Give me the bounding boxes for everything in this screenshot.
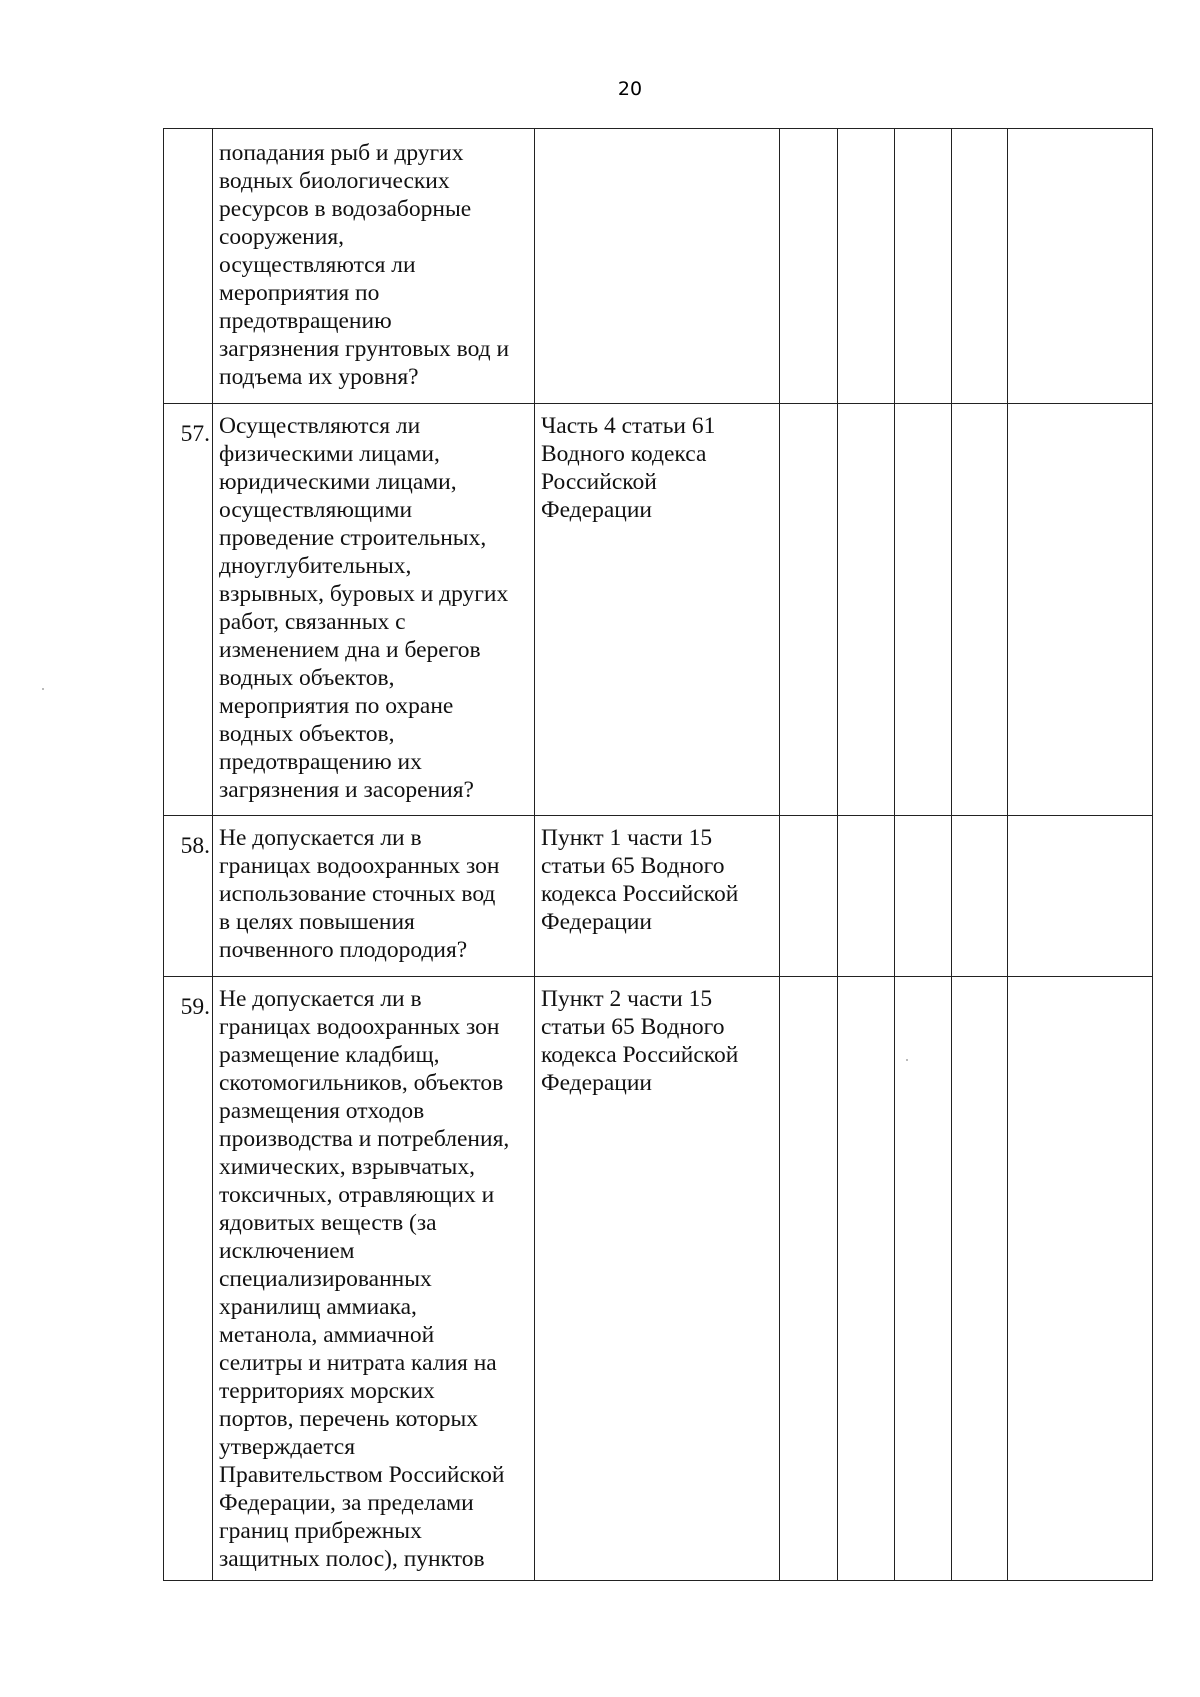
row-number: 59.	[164, 977, 213, 1581]
requirement-cell	[213, 977, 535, 1581]
answer-cell-yes	[780, 977, 838, 1581]
answer-cell-na	[895, 129, 952, 404]
requirement-text: Не допускается ли в границах водоохранных зон размещение кладбищ, скотомогильников, объектов размещения отходов производства и потребления, химических, взрывчатых, токсичных, отравляющих и ядовитых веществ (за исключением специализированных хранилищ аммиака, метанола, аммиачной селитры и нитрата калия на территориях морских портов, перечень которых утверждается Правительством Российской Федерации, за пределами границ прибрежных защитных полос), пунктов	[219, 986, 510, 1572]
requirement-cell	[213, 404, 535, 816]
notes-cell	[1008, 404, 1153, 816]
checklist-table	[163, 128, 1153, 1581]
row-number: 58.	[164, 816, 213, 977]
table-row	[164, 977, 1153, 1581]
legal-basis-cell	[535, 977, 780, 1581]
answer-cell-extra	[952, 816, 1008, 977]
answer-cell-na	[895, 977, 952, 1581]
requirement-text: попадания рыб и других водных биологических ресурсов в водозаборные сооружения, осуществляются ли мероприятия по предотвращению загрязнения грунтовых вод и подъема их уровня?	[219, 140, 510, 390]
answer-cell-extra	[952, 977, 1008, 1581]
answer-cell-yes	[780, 129, 838, 404]
answer-cell-no	[838, 404, 895, 816]
answer-cell-extra	[952, 404, 1008, 816]
legal-basis-cell	[535, 129, 780, 404]
answer-cell-na	[895, 816, 952, 977]
notes-cell	[1008, 816, 1153, 977]
notes-cell	[1008, 977, 1153, 1581]
scan-speck	[906, 1059, 908, 1061]
notes-cell	[1008, 129, 1153, 404]
row-number: 57.	[164, 404, 213, 816]
row-number	[164, 129, 213, 404]
legal-basis-cell	[535, 816, 780, 977]
answer-cell-no	[838, 816, 895, 977]
answer-cell-yes	[780, 404, 838, 816]
table-row	[164, 404, 1153, 816]
legal-basis-text: Пункт 1 части 15 статьи 65 Водного кодекса Российской Федерации	[541, 825, 739, 935]
answer-cell-na	[895, 404, 952, 816]
answer-cell-no	[838, 129, 895, 404]
requirement-cell	[213, 129, 535, 404]
requirement-text: Не допускается ли в границах водоохранных зон использование сточных вод в целях повышения почвенного плодородия?	[219, 825, 500, 963]
table-row	[164, 129, 1153, 404]
legal-basis-text: Часть 4 статьи 61 Водного кодекса Российской Федерации	[541, 413, 716, 523]
requirement-text: Осуществляются ли физическими лицами, юридическими лицами, осуществляющими проведение строительных, дноуглубительных, взрывных, буровых и других работ, связанных с изменением дна и берегов водных объектов, мероприятия по охране водных объектов, предотвращению их загрязнения и засорения?	[219, 413, 509, 803]
page-number: 20	[617, 78, 643, 100]
table-row	[164, 816, 1153, 977]
legal-basis-text: Пункт 2 части 15 статьи 65 Водного кодекса Российской Федерации	[541, 986, 739, 1096]
requirement-cell	[213, 816, 535, 977]
answer-cell-extra	[952, 129, 1008, 404]
scan-speck	[42, 688, 44, 690]
legal-basis-cell	[535, 404, 780, 816]
answer-cell-yes	[780, 816, 838, 977]
answer-cell-no	[838, 977, 895, 1581]
